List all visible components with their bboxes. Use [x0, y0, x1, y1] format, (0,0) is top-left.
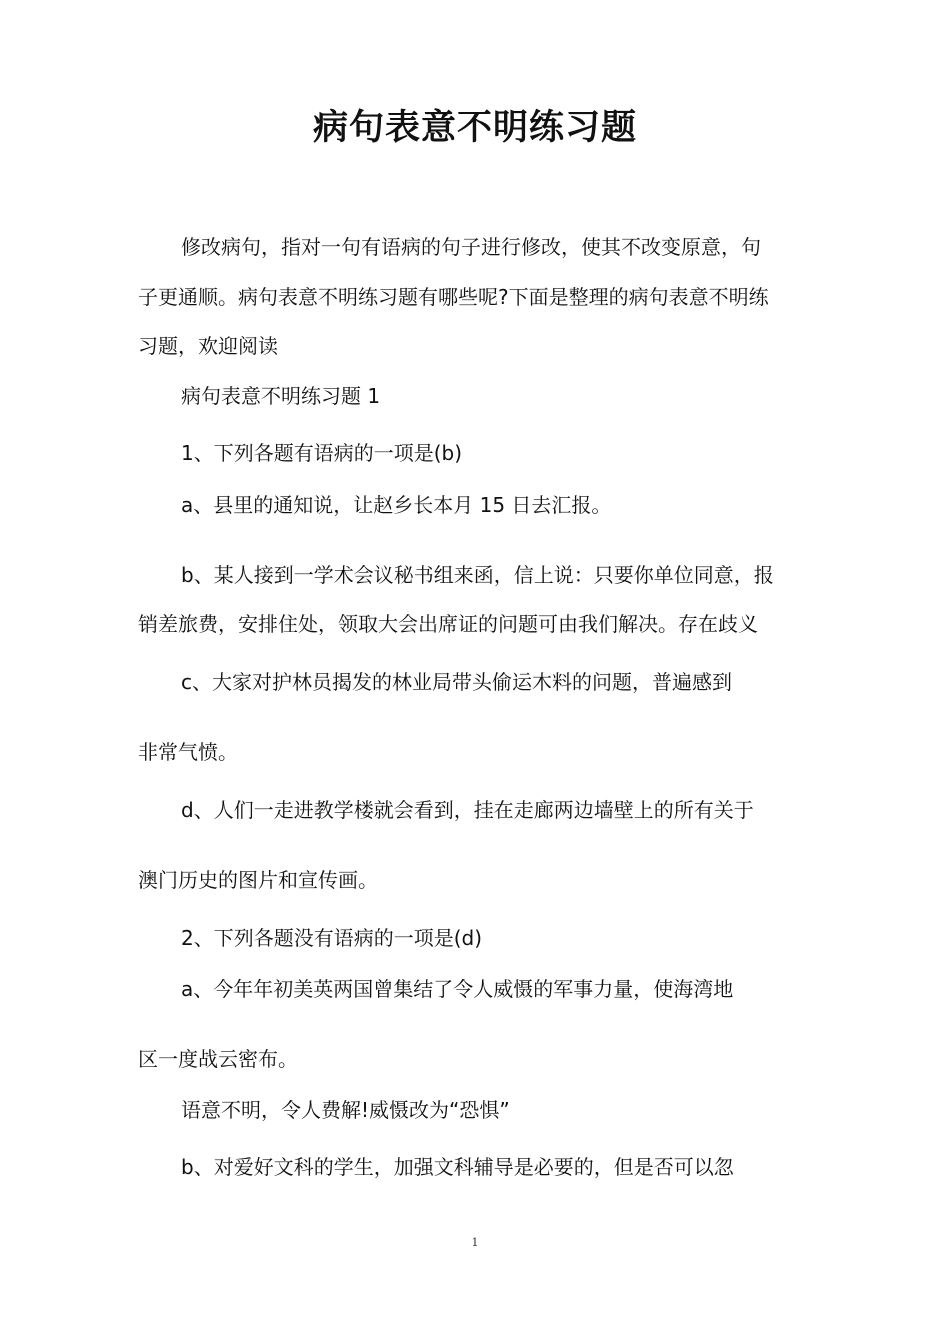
option-line: d、人们一走进教学楼就会看到，挂在走廊两边墙壁上的所有关于: [181, 798, 754, 822]
paragraph-line: 子更通顺。病句表意不明练习题有哪些呢?下面是整理的病句表意不明练: [138, 285, 769, 309]
option-line: b、对爱好文科的学生，加强文科辅导是必要的，但是否可以忽: [181, 1155, 734, 1179]
option-line: 澳门历史的图片和宣传画。: [138, 868, 378, 892]
question-line: 2、下列各题没有语病的一项是(d): [181, 926, 483, 950]
option-line: a、县里的通知说，让赵乡长本月 15 日去汇报。: [181, 493, 612, 517]
option-line: 销差旅费，安排住处，领取大会出席证的问题可由我们解决。存在歧义: [138, 612, 758, 636]
option-line: b、某人接到一学术会议秘书组来函，信上说：只要你单位同意，报: [181, 563, 774, 587]
option-line: a、今年年初美英两国曾集结了令人威慑的军事力量，使海湾地: [181, 977, 734, 1001]
document-title: 病句表意不明练习题: [312, 108, 637, 148]
paragraph-line: 修改病句，指对一句有语病的句子进行修改，使其不改变原意，句: [181, 235, 761, 259]
option-line: 非常气愤。: [138, 740, 238, 764]
option-line: c、大家对护林员揭发的林业局带头偷运木料的问题，普遍感到: [181, 670, 732, 694]
question-line: 1、下列各题有语病的一项是(b): [181, 441, 463, 465]
paragraph-line: 习题，欢迎阅读: [138, 334, 278, 358]
section-heading: 病句表意不明练习题 1: [181, 384, 381, 408]
explanation-line: 语意不明，令人费解!威慑改为“恐惧”: [181, 1098, 510, 1122]
option-line: 区一度战云密布。: [138, 1047, 298, 1071]
page-number: 1: [471, 1236, 479, 1249]
